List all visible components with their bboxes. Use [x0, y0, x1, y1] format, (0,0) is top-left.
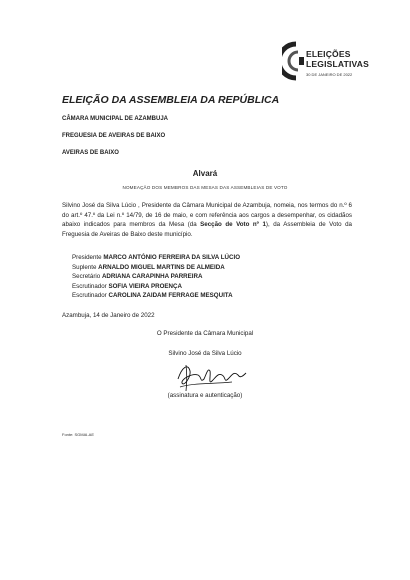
handwritten-signature	[172, 357, 252, 397]
logo-line-2: LEGISLATIVAS	[306, 59, 370, 69]
member-role: Presidente	[72, 254, 102, 261]
logo-line-1: ELEIÇÕES	[306, 49, 351, 59]
signature-note: (assinatura e autenticação)	[167, 392, 243, 399]
header-parish: FREGUESIA DE AVEIRAS DE BAIXO	[62, 133, 166, 139]
member-name: MARCO ANTÓNIO FERREIRA DA SILVA LÚCIO	[103, 254, 241, 261]
paragraph-text-1: Silvino José da Silva Lúcio , Presidente da Câmara Municipal de Azambuja, nomeia, nos termos do n.º 6 do art.º 47.º da Lei n.º 14/79, de 16 de maio, e com referência aos cargos a desempenhar, os cidadãos abaixo indicados para membros da Mesa (da	[62, 202, 352, 228]
elections-logo	[282, 37, 382, 89]
list-item	[72, 253, 240, 263]
appointment-paragraph	[62, 201, 352, 239]
member-role: Escrutinador	[72, 292, 107, 300]
signatory-name: Silvino José da Silva Lúcio	[168, 350, 242, 357]
source-note: Fonte: SGMAI-AE	[62, 432, 95, 437]
member-role: Secretário	[72, 273, 101, 281]
member-name: SOFIA VIEIRA PROENÇA	[108, 282, 182, 290]
document-subheading: NOMEAÇÃO DOS MEMBROS DAS MESAS DAS ASSEMBLEIAS DE VOTO	[122, 185, 288, 190]
paragraph-bold: Secção de Voto nº 1	[200, 221, 266, 228]
place-date: Azambuja, 14 de Janeiro de 2022	[62, 312, 155, 319]
header-locality: AVEIRAS DE BAIXO	[62, 150, 119, 156]
list-item	[72, 282, 240, 292]
signatory-title: O Presidente da Câmara Municipal	[156, 330, 254, 337]
paragraph-text-2: ), da Assembleia de Voto da Freguesia de Aveiras de Baixo deste município.	[62, 221, 352, 238]
member-name: ARNALDO MIGUEL MARTINS DE ALMEIDA	[98, 263, 225, 271]
member-name: CAROLINA ZAIDAM FERRAGE MESQUITA	[108, 292, 233, 300]
list-item	[72, 263, 240, 273]
list-item	[72, 272, 240, 282]
elections-logo-icon	[282, 41, 304, 81]
document-title: ELEIÇÃO DA ASSEMBLEIA DA REPÚBLICA	[62, 94, 280, 106]
member-role: Escrutinador	[72, 282, 107, 290]
document-heading: Alvará	[192, 169, 218, 178]
member-role: Suplente	[72, 263, 97, 271]
list-item	[72, 291, 240, 301]
member-name: ADRIANA CARAPINHA PARREIRA	[101, 273, 203, 281]
members-list	[72, 253, 240, 301]
logo-date: 30 DE JANEIRO DE 2022	[306, 72, 353, 77]
header-municipality: CÂMARA MUNICIPAL DE AZAMBUJA	[62, 116, 168, 122]
